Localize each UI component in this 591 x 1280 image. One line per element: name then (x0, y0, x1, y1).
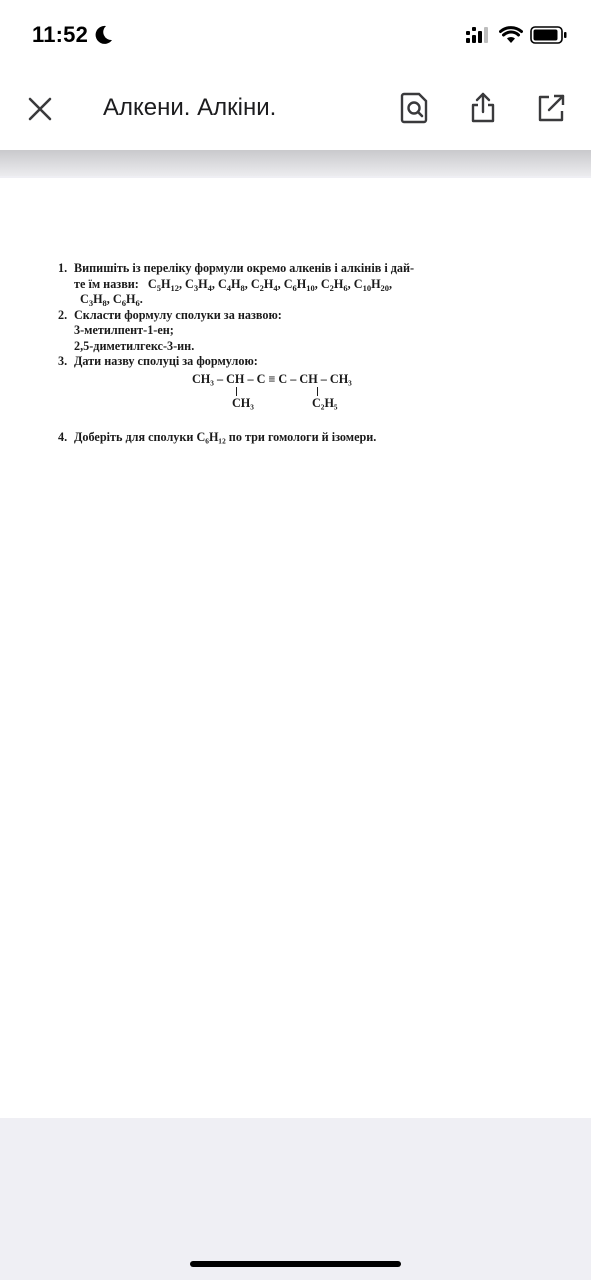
home-indicator[interactable] (190, 1261, 401, 1267)
document-page[interactable] (0, 178, 591, 1118)
task-list (58, 261, 528, 445)
cellular-signal-icon (466, 27, 492, 45)
task-4-compound: C₆H₁₂ (196, 429, 226, 444)
task-1-line-3 (58, 292, 528, 308)
formula-list-row-2: $C_3H_8$, $C_6H_6$. (80, 292, 143, 308)
wifi-icon (499, 26, 523, 44)
formula-item: $C_3H_8$ (80, 292, 107, 308)
open-external-icon[interactable] (536, 92, 566, 124)
formula-item: $C_2H_4$ (250, 276, 278, 293)
task-1-text: Випишіть із переліку формули окремо алкенів і алкінів і дай- (74, 261, 415, 275)
formula-item: $C_6H_{10}$ (283, 276, 315, 293)
structural-formula (58, 372, 528, 424)
formula-item: $C_6H_6$ (112, 292, 140, 308)
formula-bond-1 (236, 387, 237, 396)
formula-bond-2 (317, 387, 318, 396)
formula-item: $C_3H_4$ (185, 276, 212, 293)
task-2-text: Скласти формулу сполуки за назвою: (74, 307, 282, 322)
bottom-area (0, 1118, 591, 1280)
formula-main-chain: CH₃ – CH – C ≡ C – CH – CH₃ (192, 371, 352, 386)
formula-branch-2: C₂H₅ (312, 395, 338, 410)
formula-item: $C_4H_8$ (217, 276, 245, 293)
task-3-line: 3. Дати назву сполуці за формулою: (58, 354, 258, 368)
task-4-line: 4. Доберіть для сполуки C₆H₁₂ по три гомологи й ізомери. (58, 429, 377, 444)
close-button[interactable] (26, 95, 54, 123)
search-document-icon[interactable] (400, 92, 430, 124)
task-2-item-1: 3-метилпент-1-ен; (74, 323, 174, 337)
task-1-line-1: 1. Випишіть із переліку формули окремо алкенів і алкінів і дай- (58, 261, 415, 275)
status-time: 11:52 (32, 22, 89, 47)
share-icon[interactable] (468, 92, 498, 124)
moon-icon (95, 25, 113, 45)
task-2-line: 2. Скласти формулу сполуки за назвою: (58, 307, 282, 322)
document-title: Алкени. Алкіни. (103, 94, 277, 121)
task-3-text: Дати назву сполуці за формулою: (74, 354, 258, 368)
task-1-line-2: те їм назви: $C_5H_{12}$, $C_3H_4$, $C_4H_8$, $C_2H_4$, $C_6H_{10}$, $C_2H_6$, $C_{10}H_{20}$, (74, 276, 393, 293)
formula-item: $C_5H_{12}$ (147, 276, 179, 293)
task-2-item-2: 2,5-диметилгекс-3-ин. (74, 338, 195, 353)
toolbar-shadow (0, 150, 591, 176)
battery-icon (530, 26, 568, 44)
formula-item: $C_{10}H_{20}$ (353, 276, 390, 293)
formula-branch-1: CH₃ (232, 395, 254, 410)
formula-item: $C_2H_6$ (320, 276, 348, 293)
formula-list-row-1: $C_5H_{12}$, $C_3H_4$, $C_4H_8$, $C_2H_4$, $C_6H_{10}$, $C_2H_6$, $C_{10}H_{20}$, (147, 276, 393, 293)
top-bar (0, 0, 591, 150)
